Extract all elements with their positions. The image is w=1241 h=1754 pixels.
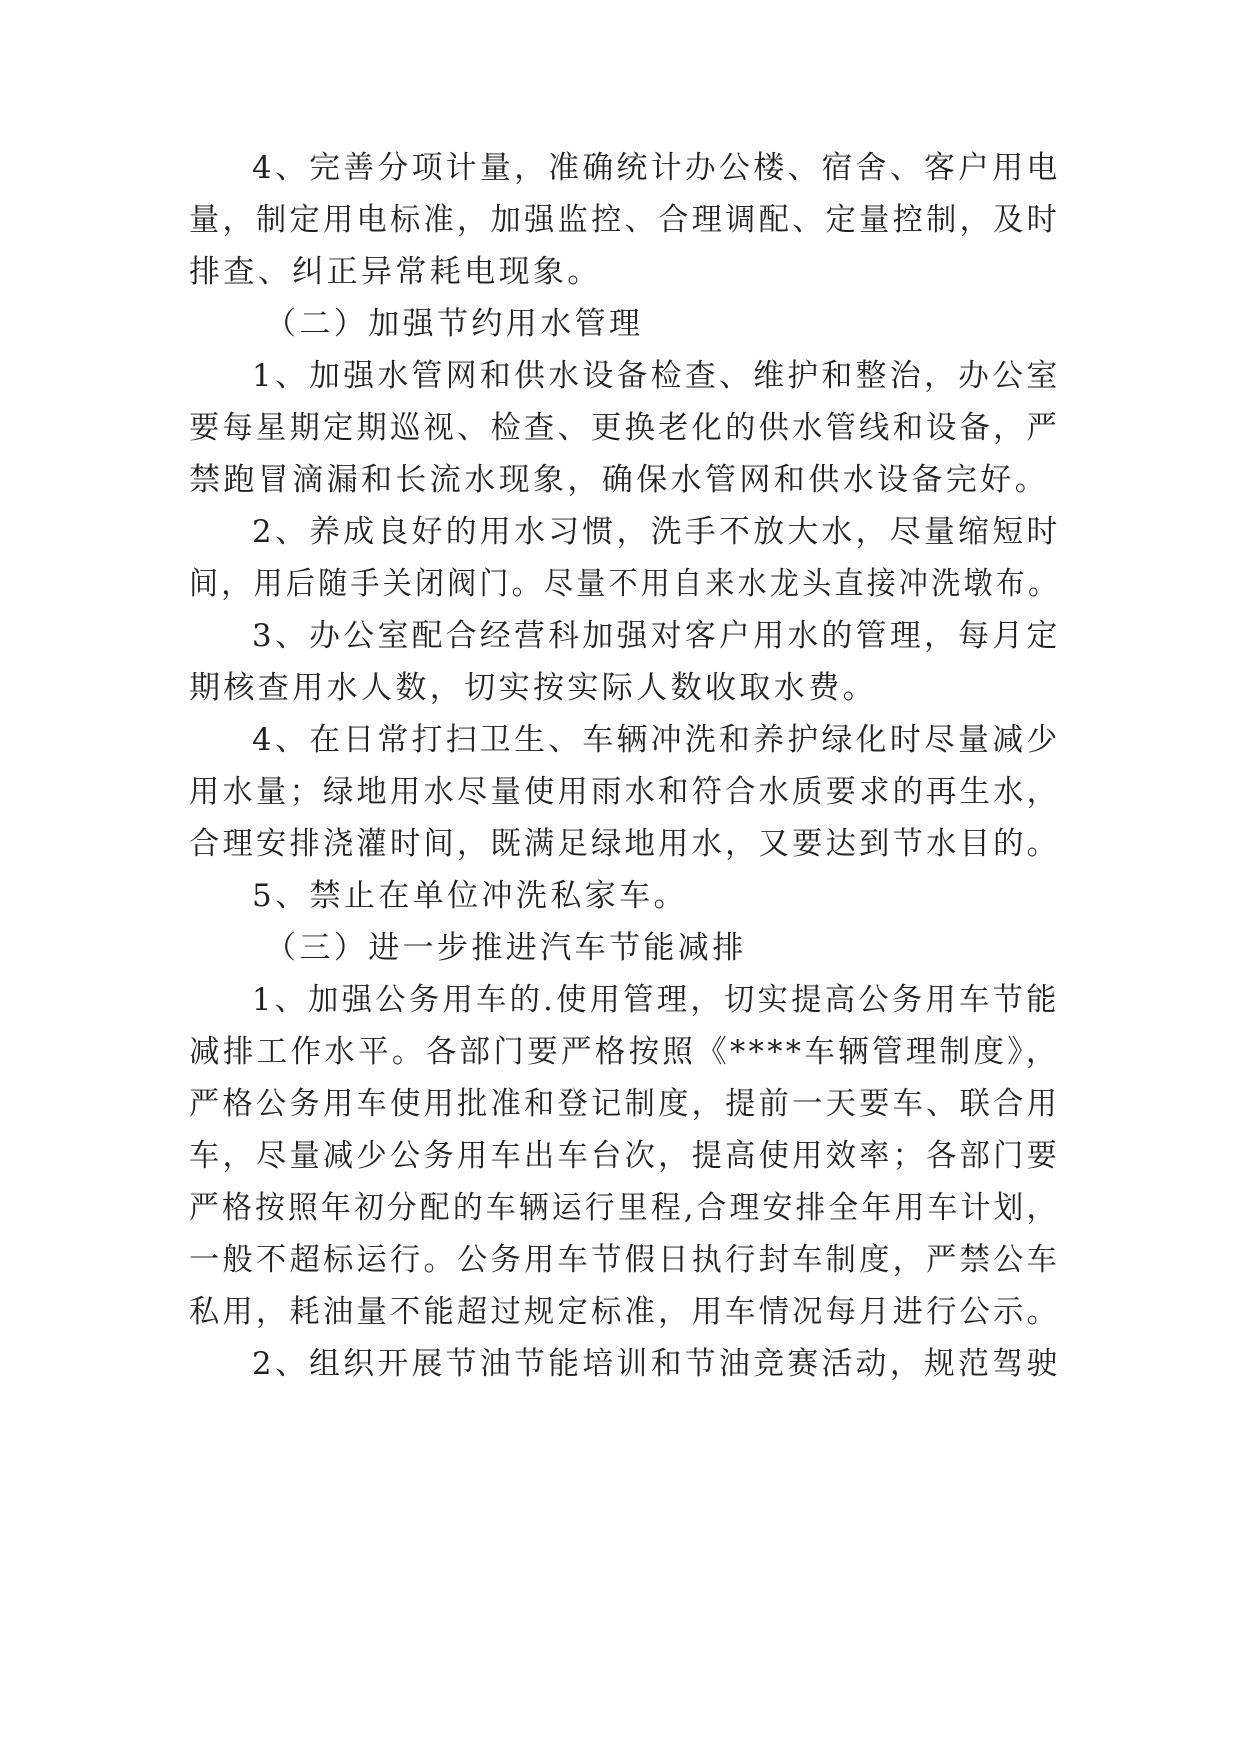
paragraph-line: 禁跑冒滴漏和长流水现象，确保水管网和供水设备完好。 bbox=[189, 462, 1049, 498]
paragraph-line: 用水量；绿地用水尽量使用雨水和符合水质要求的再生水， bbox=[189, 774, 1061, 810]
paragraph-line: 1、加强水管网和供水设备检查、维护和整治，办公室 bbox=[252, 358, 1061, 394]
paragraph-line: 严格按照年初分配的车辆运行里程,合理安排全年用车计划， bbox=[189, 1190, 1060, 1226]
paragraph-line: 严格公务用车使用批准和登记制度，提前一天要车、联合用 bbox=[189, 1086, 1061, 1122]
section-heading: （二）加强节约用水管理 bbox=[265, 306, 644, 342]
paragraph-line: 2、养成良好的用水习惯，洗手不放大水，尽量缩短时 bbox=[252, 514, 1061, 550]
paragraph-line: 5、禁止在单位冲洗私家车。 bbox=[252, 878, 688, 914]
paragraph-line: 私用，耗油量不能超过规定标准，用车情况每月进行公示。 bbox=[189, 1294, 1061, 1330]
paragraph-line: 4、完善分项计量，准确统计办公楼、宿舍、客户用电 bbox=[252, 150, 1061, 186]
paragraph-line: 要每星期定期巡视、检查、更换老化的供水管线和设备，严 bbox=[189, 410, 1061, 446]
paragraph-line: 2、组织开展节油节能培训和节油竞赛活动，规范驾驶 bbox=[252, 1346, 1061, 1382]
paragraph-line: 1、加强公务用车的.使用管理，切实提高公务用车节能 bbox=[252, 982, 1060, 1018]
paragraph-line: 4、在日常打扫卫生、车辆冲洗和养护绿化时尽量减少 bbox=[252, 722, 1061, 758]
paragraph-line: 期核查用水人数，切实按实际人数收取水费。 bbox=[189, 670, 877, 706]
paragraph-line: 一般不超标运行。公务用车节假日执行封车制度，严禁公车 bbox=[189, 1242, 1061, 1278]
paragraph-line: 排查、纠正异常耗电现象。 bbox=[189, 254, 602, 290]
paragraph-line: 间，用后随手关闭阀门。尽量不用自来水龙头直接冲洗墩布。 bbox=[189, 566, 1061, 602]
section-heading: （三）进一步推进汽车节能减排 bbox=[265, 930, 747, 966]
paragraph-line: 车，尽量减少公务用车出车台次，提高使用效率；各部门要 bbox=[189, 1138, 1061, 1174]
paragraph-line: 合理安排浇灌时间，既满足绿地用水，又要达到节水目的。 bbox=[189, 826, 1061, 862]
paragraph-line: 减排工作水平。各部门要严格按照《****车辆管理制度》， bbox=[189, 1034, 1060, 1070]
paragraph-line: 3、办公室配合经营科加强对客户用水的管理，每月定 bbox=[252, 618, 1061, 654]
paragraph-line: 量，制定用电标准，加强监控、合理调配、定量控制，及时 bbox=[189, 202, 1061, 238]
